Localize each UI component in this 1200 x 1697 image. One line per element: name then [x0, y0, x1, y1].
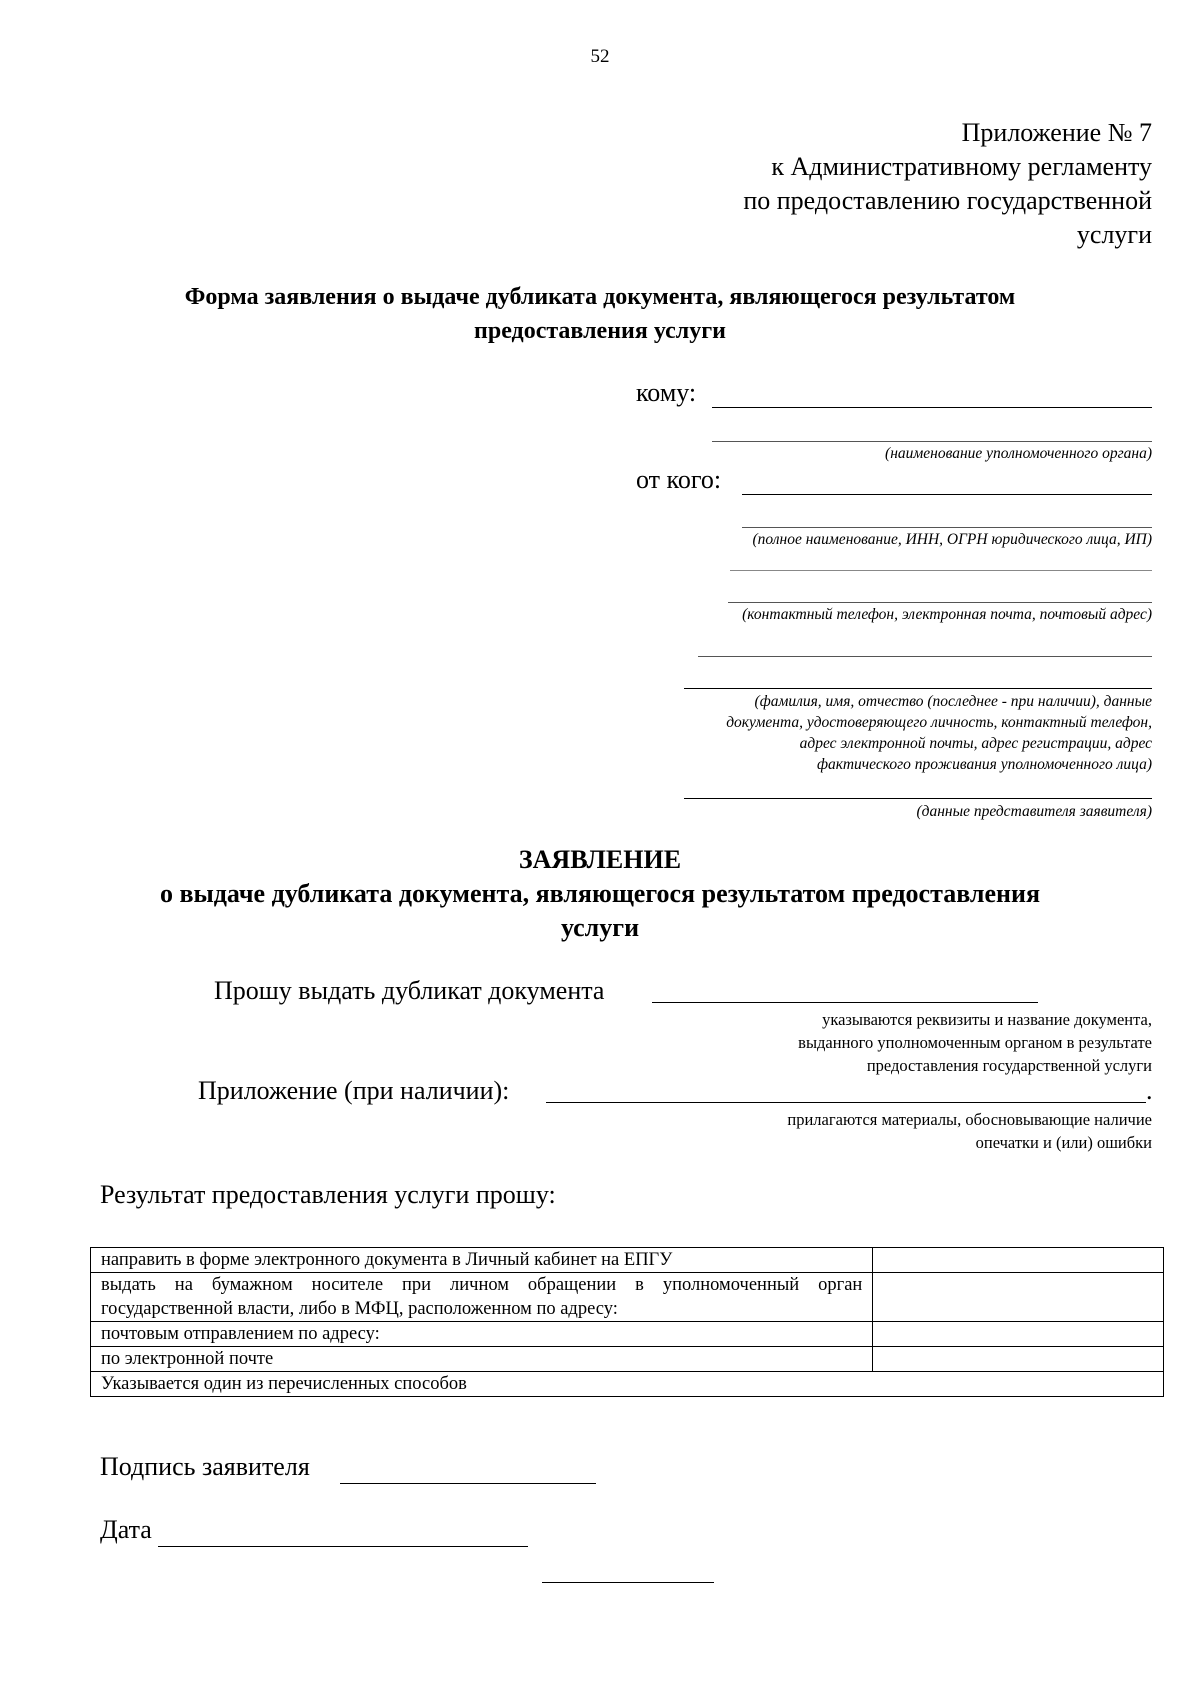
- attachment-hint-line-1: прилагаются материалы, обосновывающие наличие: [787, 1110, 1152, 1129]
- attachment-hint: [552, 1108, 1152, 1154]
- result-label: Результат предоставления услуги прошу:: [100, 1180, 556, 1209]
- appendix-line-2: к Административному регламенту: [771, 152, 1152, 181]
- from-field-line[interactable]: [742, 494, 1152, 495]
- request-hint-line-2: выданного уполномоченным органом в результате: [798, 1033, 1152, 1052]
- method-select-cell[interactable]: [873, 1347, 1164, 1372]
- from-field-line-2[interactable]: [742, 527, 1152, 528]
- appendix-line-1: Приложение № 7: [961, 118, 1152, 147]
- method-select-cell[interactable]: [873, 1273, 1164, 1322]
- appendix-line-3: по предоставлению государственной: [743, 186, 1152, 215]
- table-row: [91, 1372, 1164, 1397]
- request-label: Прошу выдать дубликат документа: [214, 976, 605, 1005]
- appendix-header: [452, 116, 1152, 252]
- method-option-post: почтовым отправлением по адресу:: [91, 1322, 873, 1347]
- request-hint-line-3: предоставления государственной услуги: [866, 1056, 1152, 1075]
- method-select-cell[interactable]: [873, 1322, 1164, 1347]
- method-option-paper: выдать на бумажном носителе при личном обращении в уполномоченный орган государственной власти, либо в МФЦ, расположенном по адресу:: [91, 1273, 873, 1322]
- signature-field-line[interactable]: [340, 1483, 596, 1484]
- signature-label: Подпись заявителя: [100, 1452, 310, 1481]
- page-number: 52: [590, 46, 610, 67]
- method-select-cell[interactable]: [873, 1248, 1164, 1273]
- contact-hint: (контактный телефон, электронная почта, почтовый адрес): [742, 606, 1152, 623]
- person-hint-line-4: фактического проживания уполномоченного лица): [817, 756, 1152, 773]
- representative-hint: (данные представителя заявителя): [916, 803, 1152, 820]
- from-field-line-3[interactable]: [730, 570, 1152, 571]
- form-title-line-2: предоставления услуги: [474, 318, 726, 344]
- statement-title: [40, 843, 1160, 945]
- person-hint-line-1: (фамилия, имя, отчество (последнее - при наличии), данные: [754, 693, 1152, 710]
- attachment-end-mark: .: [1146, 1076, 1153, 1105]
- method-option-epgu: направить в форме электронного документа в Личный кабинет на ЕПГУ: [91, 1248, 873, 1273]
- contact-field-line[interactable]: [728, 602, 1152, 603]
- person-field-line-2[interactable]: [684, 688, 1152, 689]
- statement-subtitle-line-2: услуги: [560, 913, 640, 942]
- statement-subtitle-line-1: о выдаче дубликата документа, являющегося результатом предоставления: [159, 879, 1041, 908]
- request-field-line[interactable]: [652, 1002, 1038, 1003]
- table-row: [91, 1248, 1164, 1273]
- attachment-field-line[interactable]: [546, 1102, 1146, 1103]
- date-label: Дата: [100, 1515, 152, 1544]
- to-field-line-2[interactable]: [712, 441, 1152, 442]
- method-footnote: Указывается один из перечисленных способов: [91, 1372, 1164, 1397]
- from-label: от кого:: [636, 465, 722, 494]
- to-field-line[interactable]: [712, 407, 1152, 408]
- table-row: [91, 1322, 1164, 1347]
- to-hint: (наименование уполномоченного органа): [885, 445, 1152, 462]
- delivery-method-table: [90, 1247, 1164, 1397]
- person-hint-line-2: документа, удостоверяющего личность, контактный телефон,: [726, 714, 1152, 731]
- attachment-hint-line-2: опечатки и (или) ошибки: [975, 1133, 1152, 1152]
- to-label: кому:: [636, 378, 697, 407]
- from-hint: (полное наименование, ИНН, ОГРН юридического лица, ИП): [752, 531, 1152, 548]
- date-field-line[interactable]: [158, 1546, 528, 1547]
- attachment-label: Приложение (при наличии):: [198, 1076, 510, 1105]
- closing-separator: [542, 1582, 714, 1583]
- request-hint-line-1: указываются реквизиты и название документа,: [822, 1010, 1152, 1029]
- request-hint: [552, 1008, 1152, 1077]
- statement-heading: ЗАЯВЛЕНИЕ: [518, 845, 682, 874]
- person-field-line-1[interactable]: [698, 656, 1152, 657]
- table-row: [91, 1347, 1164, 1372]
- person-hint-line-3: адрес электронной почты, адрес регистрации, адрес: [799, 735, 1152, 752]
- form-title-line-1: Форма заявления о выдаче дубликата документа, являющегося результатом: [184, 284, 1016, 310]
- method-option-email: по электронной почте: [91, 1347, 873, 1372]
- representative-field-line[interactable]: [684, 798, 1152, 799]
- appendix-line-4: услуги: [1076, 220, 1152, 249]
- table-row: [91, 1273, 1164, 1322]
- form-title: [40, 280, 1160, 348]
- person-hint: [452, 691, 1152, 775]
